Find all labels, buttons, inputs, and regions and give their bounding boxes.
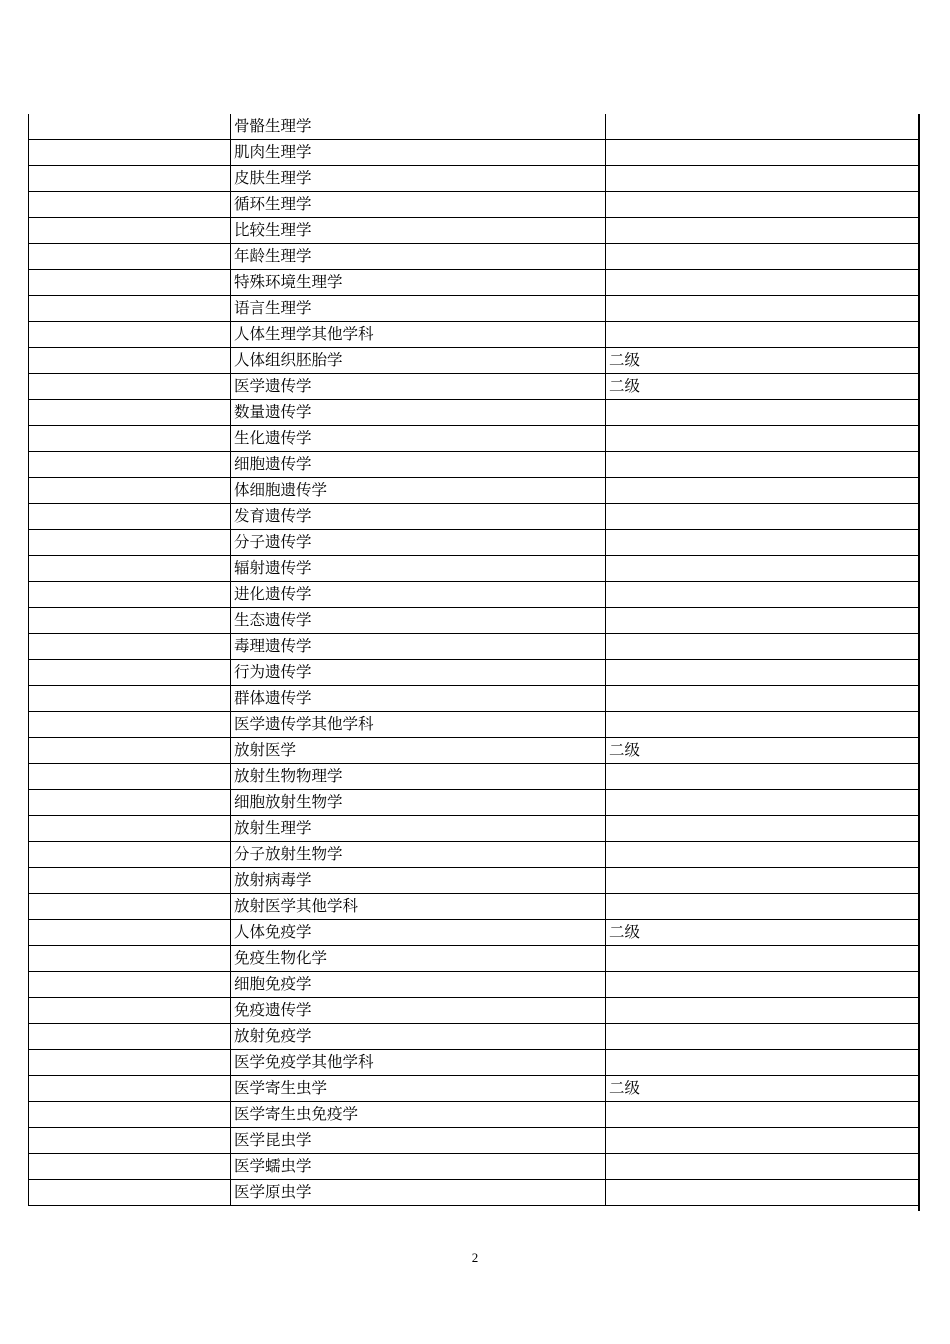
code-cell bbox=[29, 1154, 231, 1180]
subject-name-cell: 人体组织胚胎学 bbox=[231, 348, 606, 374]
code-cell bbox=[29, 166, 231, 192]
subject-name-cell: 放射医学其他学科 bbox=[231, 894, 606, 920]
code-cell bbox=[29, 894, 231, 920]
subject-level-cell bbox=[606, 192, 919, 218]
table-row bbox=[29, 582, 919, 608]
subject-name-cell: 发育遗传学 bbox=[231, 504, 606, 530]
subject-name-cell: 放射病毒学 bbox=[231, 868, 606, 894]
table-row bbox=[29, 218, 919, 244]
code-cell bbox=[29, 374, 231, 400]
code-cell bbox=[29, 530, 231, 556]
code-cell bbox=[29, 192, 231, 218]
table-row bbox=[29, 296, 919, 322]
table-row bbox=[29, 140, 919, 166]
subject-name-cell: 医学免疫学其他学科 bbox=[231, 1050, 606, 1076]
table-row bbox=[29, 478, 919, 504]
subject-level-cell bbox=[606, 556, 919, 582]
subject-name-cell: 群体遗传学 bbox=[231, 686, 606, 712]
subject-name-cell: 免疫遗传学 bbox=[231, 998, 606, 1024]
subject-level-cell bbox=[606, 1102, 919, 1128]
subject-level-cell bbox=[606, 530, 919, 556]
table-row bbox=[29, 374, 919, 400]
code-cell bbox=[29, 686, 231, 712]
subject-name-cell: 医学遗传学 bbox=[231, 374, 606, 400]
table-row bbox=[29, 1076, 919, 1102]
code-cell bbox=[29, 244, 231, 270]
subject-level-cell: 二级 bbox=[606, 1076, 919, 1102]
subject-level-cell bbox=[606, 270, 919, 296]
subject-name-cell: 医学遗传学其他学科 bbox=[231, 712, 606, 738]
subject-level-cell bbox=[606, 218, 919, 244]
subject-name-cell: 行为遗传学 bbox=[231, 660, 606, 686]
subject-name-cell: 皮肤生理学 bbox=[231, 166, 606, 192]
subject-name-cell: 放射生理学 bbox=[231, 816, 606, 842]
subject-level-cell bbox=[606, 322, 919, 348]
subject-name-cell: 辐射遗传学 bbox=[231, 556, 606, 582]
subject-level-cell bbox=[606, 868, 919, 894]
table-row bbox=[29, 998, 919, 1024]
subject-level-cell bbox=[606, 660, 919, 686]
subject-level-cell bbox=[606, 816, 919, 842]
code-cell bbox=[29, 452, 231, 478]
subject-level-cell bbox=[606, 842, 919, 868]
code-cell bbox=[29, 1076, 231, 1102]
table-row bbox=[29, 634, 919, 660]
subject-name-cell: 进化遗传学 bbox=[231, 582, 606, 608]
subject-name-cell: 骨骼生理学 bbox=[231, 114, 606, 140]
table-row bbox=[29, 166, 919, 192]
subject-name-cell: 医学蠕虫学 bbox=[231, 1154, 606, 1180]
table-row bbox=[29, 920, 919, 946]
table-row bbox=[29, 972, 919, 998]
table-row bbox=[29, 348, 919, 374]
code-cell bbox=[29, 426, 231, 452]
subject-level-cell bbox=[606, 998, 919, 1024]
code-cell bbox=[29, 348, 231, 374]
subject-level-cell bbox=[606, 478, 919, 504]
table-row bbox=[29, 1128, 919, 1154]
table-row bbox=[29, 192, 919, 218]
code-cell bbox=[29, 322, 231, 348]
subject-name-cell: 人体免疫学 bbox=[231, 920, 606, 946]
code-cell bbox=[29, 972, 231, 998]
table-row bbox=[29, 244, 919, 270]
table-row bbox=[29, 946, 919, 972]
table-row bbox=[29, 1102, 919, 1128]
code-cell bbox=[29, 998, 231, 1024]
subject-level-cell bbox=[606, 686, 919, 712]
subject-name-cell: 医学原虫学 bbox=[231, 1180, 606, 1206]
subject-name-cell: 肌肉生理学 bbox=[231, 140, 606, 166]
code-cell bbox=[29, 582, 231, 608]
table-row bbox=[29, 556, 919, 582]
table-row bbox=[29, 1154, 919, 1180]
code-cell bbox=[29, 920, 231, 946]
table-row bbox=[29, 400, 919, 426]
subject-name-cell: 年龄生理学 bbox=[231, 244, 606, 270]
code-cell bbox=[29, 400, 231, 426]
table-row bbox=[29, 270, 919, 296]
subject-name-cell: 放射生物物理学 bbox=[231, 764, 606, 790]
subject-level-cell bbox=[606, 946, 919, 972]
table-row bbox=[29, 426, 919, 452]
subject-name-cell: 毒理遗传学 bbox=[231, 634, 606, 660]
subject-level-cell bbox=[606, 712, 919, 738]
subject-name-cell: 医学寄生虫免疫学 bbox=[231, 1102, 606, 1128]
table-row bbox=[29, 452, 919, 478]
subject-level-cell bbox=[606, 452, 919, 478]
code-cell bbox=[29, 764, 231, 790]
table-row bbox=[29, 1024, 919, 1050]
subject-name-cell: 放射医学 bbox=[231, 738, 606, 764]
table-row bbox=[29, 660, 919, 686]
subject-level-cell bbox=[606, 1024, 919, 1050]
subject-level-cell bbox=[606, 582, 919, 608]
code-cell bbox=[29, 634, 231, 660]
code-cell bbox=[29, 140, 231, 166]
code-cell bbox=[29, 504, 231, 530]
subject-level-cell bbox=[606, 296, 919, 322]
table-right-border bbox=[918, 114, 920, 1211]
subject-level-cell bbox=[606, 608, 919, 634]
table-row bbox=[29, 842, 919, 868]
subject-level-cell bbox=[606, 1050, 919, 1076]
subject-name-cell: 生态遗传学 bbox=[231, 608, 606, 634]
table-row bbox=[29, 712, 919, 738]
subject-name-cell: 细胞遗传学 bbox=[231, 452, 606, 478]
code-cell bbox=[29, 296, 231, 322]
subject-name-cell: 语言生理学 bbox=[231, 296, 606, 322]
subject-level-cell bbox=[606, 140, 919, 166]
code-cell bbox=[29, 270, 231, 296]
table-row bbox=[29, 1050, 919, 1076]
subject-level-cell bbox=[606, 400, 919, 426]
subject-level-cell: 二级 bbox=[606, 920, 919, 946]
table-row bbox=[29, 738, 919, 764]
subject-table bbox=[28, 114, 919, 1206]
code-cell bbox=[29, 1180, 231, 1206]
code-cell bbox=[29, 660, 231, 686]
subject-name-cell: 特殊环境生理学 bbox=[231, 270, 606, 296]
subject-level-cell bbox=[606, 764, 919, 790]
code-cell bbox=[29, 790, 231, 816]
code-cell bbox=[29, 1050, 231, 1076]
table-row bbox=[29, 114, 919, 140]
code-cell bbox=[29, 868, 231, 894]
table-row bbox=[29, 816, 919, 842]
subject-level-cell bbox=[606, 634, 919, 660]
code-cell bbox=[29, 478, 231, 504]
table-row bbox=[29, 686, 919, 712]
code-cell bbox=[29, 1024, 231, 1050]
table-row bbox=[29, 504, 919, 530]
subject-level-cell bbox=[606, 114, 919, 140]
subject-name-cell: 细胞放射生物学 bbox=[231, 790, 606, 816]
subject-name-cell: 生化遗传学 bbox=[231, 426, 606, 452]
subject-name-cell: 数量遗传学 bbox=[231, 400, 606, 426]
subject-name-cell: 比较生理学 bbox=[231, 218, 606, 244]
table-body bbox=[29, 114, 919, 1206]
table-row bbox=[29, 790, 919, 816]
code-cell bbox=[29, 842, 231, 868]
subject-name-cell: 体细胞遗传学 bbox=[231, 478, 606, 504]
table-row bbox=[29, 868, 919, 894]
code-cell bbox=[29, 712, 231, 738]
subject-level-cell bbox=[606, 972, 919, 998]
subject-level-cell bbox=[606, 504, 919, 530]
subject-level-cell: 二级 bbox=[606, 348, 919, 374]
table-row bbox=[29, 1180, 919, 1206]
table-row bbox=[29, 530, 919, 556]
subject-name-cell: 免疫生物化学 bbox=[231, 946, 606, 972]
subject-name-cell: 细胞免疫学 bbox=[231, 972, 606, 998]
subject-level-cell bbox=[606, 1154, 919, 1180]
code-cell bbox=[29, 608, 231, 634]
code-cell bbox=[29, 738, 231, 764]
table-row bbox=[29, 608, 919, 634]
table-row bbox=[29, 322, 919, 348]
subject-level-cell bbox=[606, 894, 919, 920]
code-cell bbox=[29, 556, 231, 582]
page-number: 2 bbox=[471, 1250, 479, 1265]
code-cell bbox=[29, 1128, 231, 1154]
subject-name-cell: 医学昆虫学 bbox=[231, 1128, 606, 1154]
subject-name-cell: 医学寄生虫学 bbox=[231, 1076, 606, 1102]
code-cell bbox=[29, 816, 231, 842]
table-row bbox=[29, 894, 919, 920]
subject-name-cell: 循环生理学 bbox=[231, 192, 606, 218]
code-cell bbox=[29, 114, 231, 140]
subject-level-cell bbox=[606, 1128, 919, 1154]
table-row bbox=[29, 764, 919, 790]
subject-level-cell bbox=[606, 1180, 919, 1206]
code-cell bbox=[29, 218, 231, 244]
subject-level-cell: 二级 bbox=[606, 374, 919, 400]
subject-level-cell: 二级 bbox=[606, 738, 919, 764]
subject-level-cell bbox=[606, 790, 919, 816]
code-cell bbox=[29, 1102, 231, 1128]
subject-name-cell: 分子遗传学 bbox=[231, 530, 606, 556]
subject-level-cell bbox=[606, 426, 919, 452]
subject-name-cell: 人体生理学其他学科 bbox=[231, 322, 606, 348]
subject-name-cell: 分子放射生物学 bbox=[231, 842, 606, 868]
code-cell bbox=[29, 946, 231, 972]
subject-level-cell bbox=[606, 244, 919, 270]
subject-level-cell bbox=[606, 166, 919, 192]
subject-name-cell: 放射免疫学 bbox=[231, 1024, 606, 1050]
